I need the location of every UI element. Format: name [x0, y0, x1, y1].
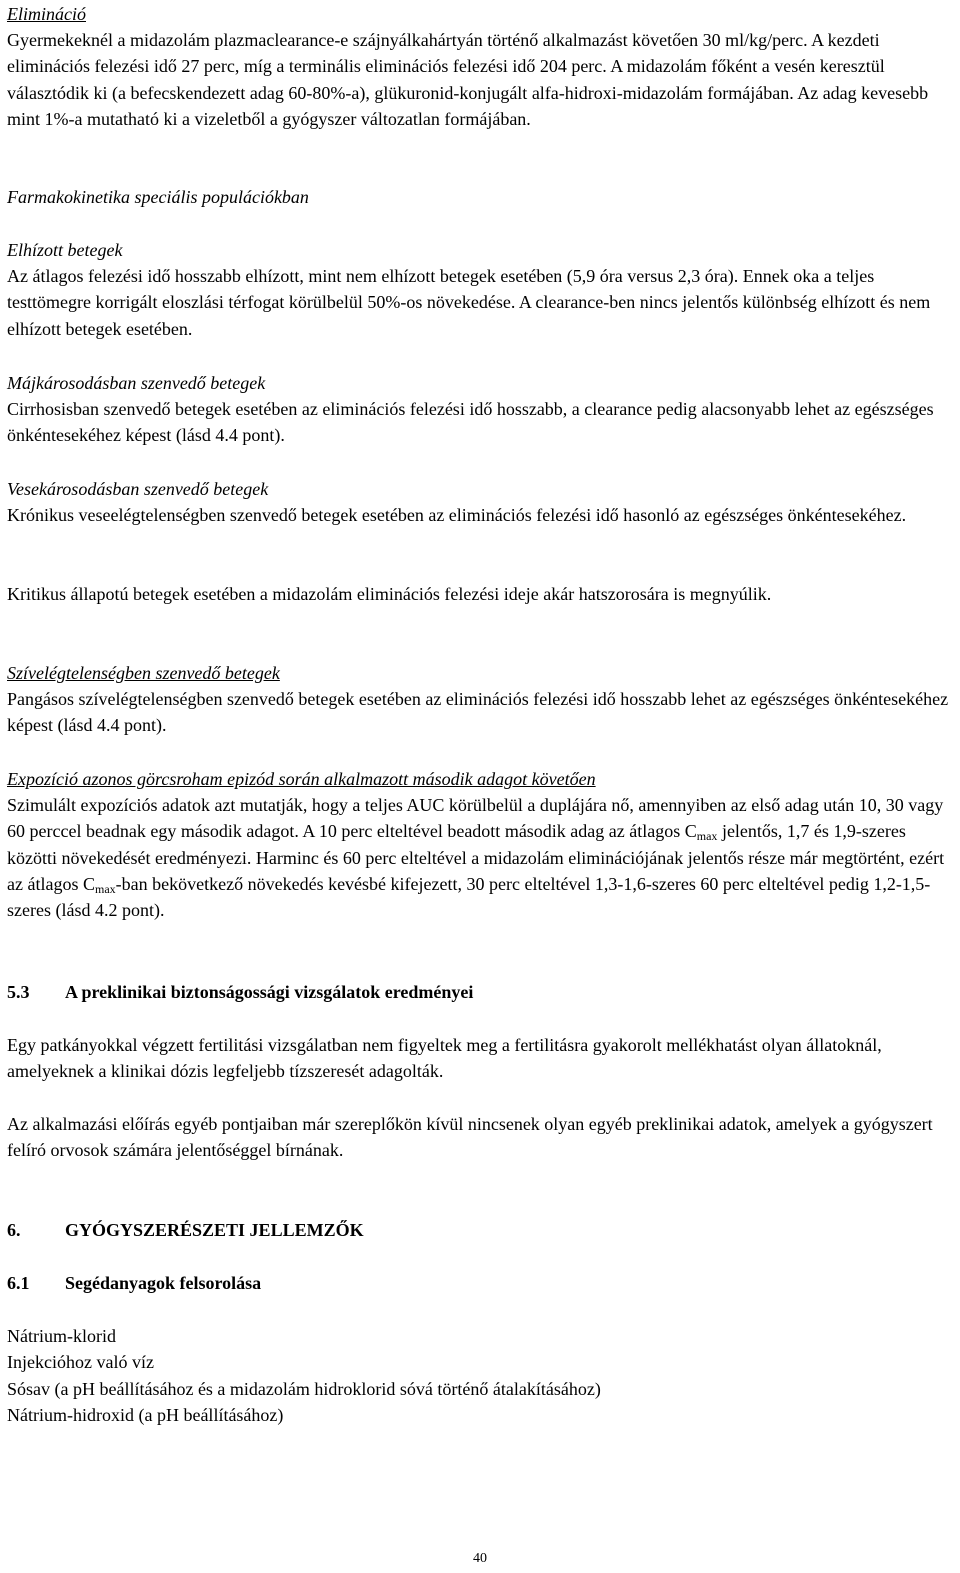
section-6-1-heading	[7, 1270, 261, 1296]
section-number: 5.3	[7, 982, 30, 1002]
cardiac-text: Pangásos szívelégtelenségben szenvedő betegek esetében az eliminációs felezési idő hosszabb lehet az egészséges önkéntesekéhez képest (lásd 4.4 pont).	[7, 689, 949, 736]
section-number: 6.1	[7, 1273, 30, 1293]
excipient-list	[7, 1323, 601, 1428]
special-populations-heading: Farmakokinetika speciális populációkban	[7, 187, 309, 207]
elimination-text: Gyermekeknél a midazolám plazmaclearance-e szájnyálkahártyán történő alkalmazást követően 30 ml/kg/perc. A kezdeti eliminációs felezési idő 27 perc, míg a terminális eliminációs felezési idő 204 perc. A midazolám főként a vesén keresztül választódik ki (a befecskendezett adag 60-80%-a), glükuronid-konjugált alfa-hidroxi-midazolám formájában. Az adag kevesebb mint 1%-a mutatható ki a vizeletből a gyógyszer változatlan formájában.	[7, 30, 929, 129]
section-number: 6.	[7, 1220, 21, 1240]
hepatic-text: Cirrhosisban szenvedő betegek esetében az eliminációs felezési idő hosszabb, a clearance pedig alacsonyabb lehet az egészséges önkéntesekéhez képest (lásd 4.4 pont).	[7, 399, 934, 446]
list-item: Nátrium-hidroxid (a pH beállításához)	[7, 1404, 284, 1425]
section-title: Segédanyagok felsorolása	[65, 1273, 262, 1293]
preclinical-text-1: Egy patkányokkal végzett fertilitási vizsgálatban nem figyeltek meg a fertilitásra gyakorolt mellékhatást olyan állatoknál, amelyeknek a klinikai dózis legfeljebb tízszeresét adagolták.	[7, 1035, 882, 1082]
elimination-heading: Elimináció	[7, 4, 86, 24]
list-item: Sósav (a pH beállításához és a midazolám hidroklorid sóvá történő átalakításához)	[7, 1378, 601, 1399]
section-6-heading	[7, 1217, 364, 1243]
cardiac-heading: Szívelégtelenségben szenvedő betegek	[7, 663, 280, 683]
obese-heading: Elhízott betegek	[7, 240, 123, 260]
list-item: Injekcióhoz való víz	[7, 1352, 154, 1373]
exposure-text: Szimulált expozíciós adatok azt mutatják, hogy a teljes AUC körülbelül a duplájára nő, amennyiben az első adag után 10, 30 vagy 60 perccel beadnak egy második adagot. A 10 perc elteltével beadott második adag az átlagos $C_{max}$ jelentős, 1,7 és 1,9-szeres közötti növekedését eredményezi. Harminc és 60 perc elteltével a midazolám eliminációjának jelentős része már megtörtént, ezért az átlagos $C_{max}$-ban bekövetkező növekedés kevésbé kifejezett, 30 perc elteltével 1,3-1,6-szeres 60 perc elteltével pedig 1,2-1,5-szeres (lásd 4.2 pont).	[7, 795, 945, 921]
renal-heading: Vesekárosodásban szenvedő betegek	[7, 479, 269, 499]
section-5-3-heading	[7, 979, 473, 1005]
page-number: 40	[473, 1551, 487, 1566]
critical-text: Kritikus állapotú betegek esetében a midazolám eliminációs felezési ideje akár hatszorosára is megnyúlik.	[7, 584, 772, 604]
renal-text: Krónikus veseelégtelenségben szenvedő betegek esetében az eliminációs felezési idő hasonló az egészséges önkéntesekéhez.	[7, 505, 907, 525]
hepatic-heading: Májkárosodásban szenvedő betegek	[7, 373, 266, 393]
preclinical-text-2: Az alkalmazási előírás egyéb pontjaiban már szereplőkön kívül nincsenek olyan egyéb preklinikai adatok, amelyek a gyógyszert felíró orvosok számára jelentőséggel bírnának.	[7, 1114, 933, 1161]
exposure-heading: Expozíció azonos görcsroham epizód során alkalmazott második adagot követően	[7, 769, 596, 789]
section-title: A preklinikai biztonságossági vizsgálatok eredményei	[65, 982, 474, 1002]
obese-text: Az átlagos felezési idő hosszabb elhízott, mint nem elhízott betegek esetében (5,9 óra versus 2,3 óra). Ennek oka a teljes testtömegre korrigált eloszlási térfogat körülbelül 50%-os növekedése. A clearance-ben nincs jelentős különbség elhízott és nem elhízott betegek esetében.	[7, 266, 931, 339]
section-title: GYÓGYSZERÉSZETI JELLEMZŐK	[65, 1220, 364, 1240]
list-item: Nátrium-klorid	[7, 1326, 116, 1346]
